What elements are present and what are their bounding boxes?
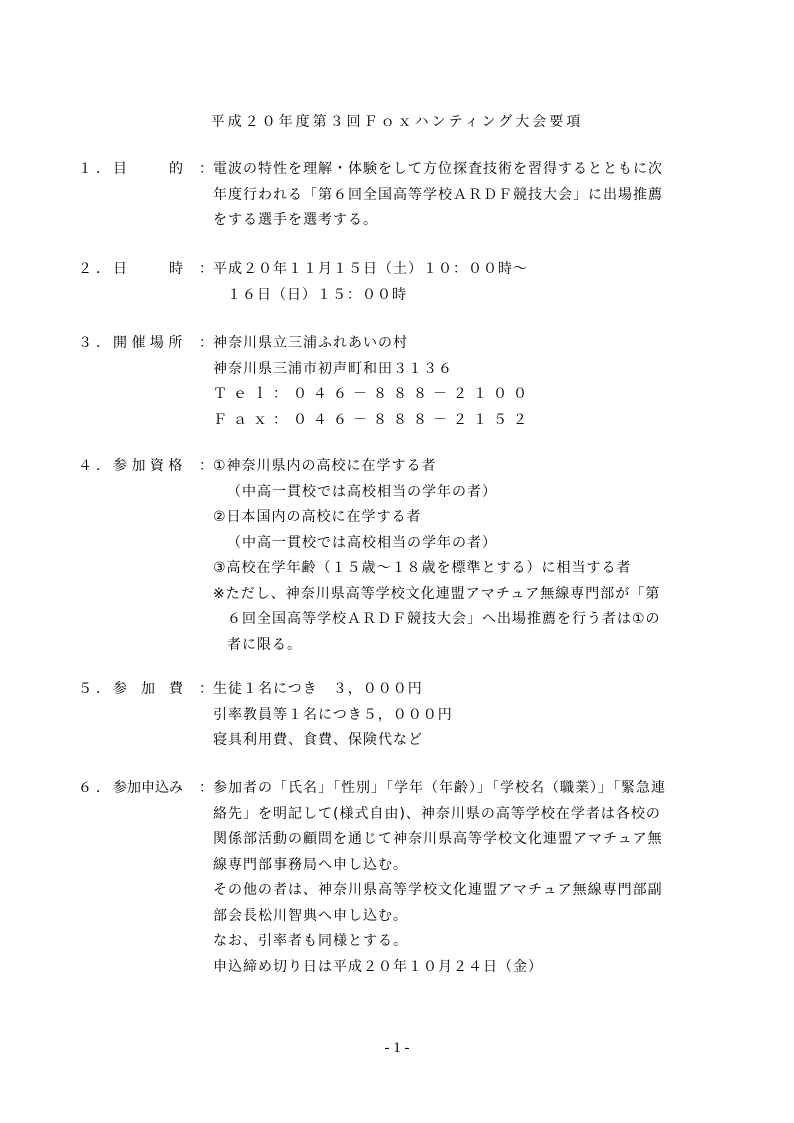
section-eligibility [78, 454, 738, 658]
section-title: 参 加 費 [113, 681, 183, 697]
section-number: ６． [78, 780, 114, 796]
section-title: 日 時 [113, 261, 183, 277]
section-content [213, 776, 738, 980]
document-title: 平成２０年度第３回Ｆｏｘハンティング大会要項 [210, 114, 584, 130]
section-label [78, 157, 213, 183]
content-line: （中高一貫校では高校相当の学年の者） [227, 483, 497, 500]
section-datetime [78, 257, 738, 308]
content-line: 引率教員等１名につき５，０００円 [213, 706, 453, 723]
section-content [213, 454, 738, 658]
section-label [78, 677, 213, 703]
content-line: ②日本国内の高校に在学する者 [213, 509, 422, 525]
content-line: 平成２０年１１月１５日（土）１０：００時～ [213, 261, 528, 277]
content-line: 関係部活動の顧問を通じて神奈川県高等学校文化連盟アマチュア無 [213, 831, 663, 847]
content-line: 神奈川県三浦市初声町和田３１３６ [213, 360, 453, 377]
content-line: 申込締め切り日は平成２０年１０月２４日（金） [213, 958, 543, 975]
content-line: 参加者の「氏名」「性別」「学年（年齢）」「学校名（職業）」「緊急連 [213, 780, 666, 796]
section-number: ５． [78, 681, 114, 697]
label-colon: ： [199, 458, 213, 474]
section-label [78, 331, 213, 357]
content-line: ※ただし、神奈川県高等学校文化連盟アマチュア無線専門部が「第 [213, 585, 661, 602]
section-title: 目 的 [113, 161, 183, 177]
section-venue [78, 331, 738, 433]
section-content [213, 677, 738, 754]
section-fee [78, 677, 738, 754]
section-number: ３． [78, 335, 114, 351]
content-line: 絡先」を明記して(様式自由)、神奈川県の高等学校在学者は各校の [213, 805, 661, 822]
section-title: 参加申込み [113, 780, 183, 796]
page-number: - 1 - [384, 1040, 410, 1056]
section-purpose [78, 157, 738, 234]
content-line: Ｔｅｌ：０４６－８８８－２１００ [213, 386, 533, 402]
content-line: 線専門部事務局へ申し込む。 [213, 856, 408, 873]
section-number: ２． [78, 261, 114, 277]
content-line: をする選手を選考する。 [213, 212, 378, 228]
content-line: なお、引率者も同様とする。 [213, 933, 408, 949]
section-content [213, 157, 738, 234]
section-label [78, 454, 213, 480]
section-label [78, 257, 213, 283]
section-application [78, 776, 738, 980]
section-number: ４． [78, 458, 114, 474]
section-title: 参 加 資 格 [113, 458, 183, 474]
content-line: １６日（日）１５：００時 [227, 286, 407, 303]
section-label [78, 776, 213, 802]
label-colon: ： [199, 681, 213, 697]
content-line: 年度行われる「第６回全国高等学校ＡＲＤＦ競技大会」に出場推薦 [213, 186, 663, 203]
content-line: ①神奈川県内の高校に在学する者 [213, 458, 437, 474]
content-line: その他の者は、神奈川県高等学校文化連盟アマチュア無線専門部副 [213, 882, 663, 898]
content-line: 神奈川県立三浦ふれあいの村 [213, 335, 408, 351]
content-line: （中高一貫校では高校相当の学年の者） [227, 534, 497, 551]
section-number: １． [78, 161, 114, 177]
label-colon: ： [199, 261, 213, 277]
content-line: ６回全国高等学校ＡＲＤＦ競技大会」へ出場推薦を行う者は①の [227, 611, 661, 627]
label-colon: ： [199, 780, 213, 796]
content-line: 生徒１名につき ３，０００円 [213, 681, 423, 697]
section-title: 開 催 場 所 [113, 335, 183, 351]
content-line: ③高校在学年齢（１５歳～１８歳を標準とする）に相当する者 [213, 560, 632, 576]
content-line: Ｆａｘ：０４６－８８８－２１５２ [213, 411, 533, 428]
content-line: 部会長松川智典へ申し込む。 [213, 907, 408, 924]
section-content [213, 257, 738, 308]
content-line: 電波の特性を理解・体験をして方位探査技術を習得するとともに次 [213, 161, 663, 177]
section-content [213, 331, 738, 433]
content-line: 寝具利用費、食費、保険代など [213, 732, 423, 748]
label-colon: ： [199, 335, 213, 351]
content-line: 者に限る。 [227, 636, 302, 653]
label-colon: ： [199, 161, 213, 177]
